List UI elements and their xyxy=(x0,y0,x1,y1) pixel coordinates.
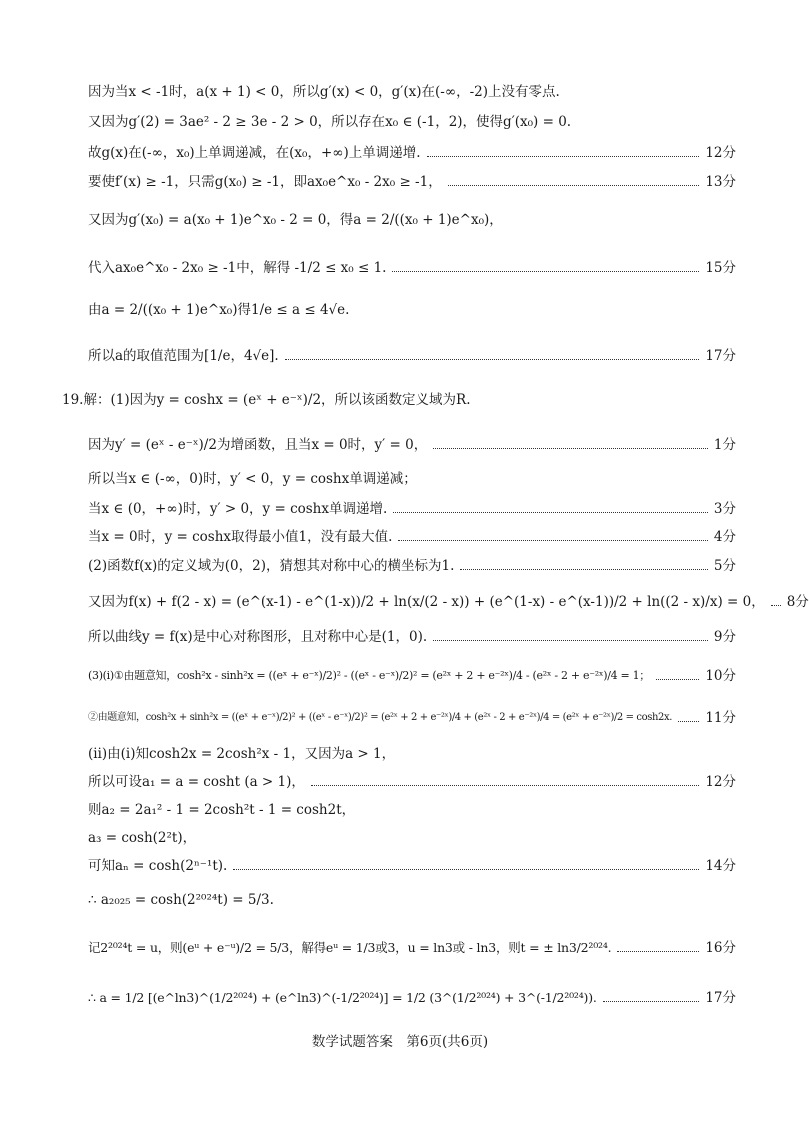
answer-line-6 xyxy=(88,300,736,320)
dot-leader xyxy=(771,605,781,606)
dot-leader xyxy=(448,185,700,186)
dot-leader xyxy=(398,540,707,541)
line-text: 要使f′(x) ≥ -1，只需g(x₀) ≥ -1，即ax₀e^x₀ - 2x₀ ≥ -1， xyxy=(88,174,442,190)
line-text: 又因为g′(2) = 3ae² - 2 ≥ 3e - 2 > 0，所以存在x₀ ∈ (-1，2)，使得g′(x₀) = 0. xyxy=(88,114,572,130)
score-label: 10分 xyxy=(705,668,736,684)
score-label: 9分 xyxy=(713,629,736,645)
line-text: 当x = 0时，y = coshx取得最小值1，没有最大值. xyxy=(88,529,393,545)
dot-leader xyxy=(617,951,699,952)
dot-leader xyxy=(233,869,699,870)
line-text: 因为y′ = (eˣ - e⁻ˣ)/2为增函数，且当x = 0时，y′ = 0， xyxy=(88,437,428,453)
score-label: 5分 xyxy=(713,558,736,574)
answer-line-12 xyxy=(88,527,736,547)
score-label: 11分 xyxy=(705,710,736,726)
score-label: 8分 xyxy=(786,594,809,610)
line-text: 则a₂ = 2a₁² - 1 = 2cosh²t - 1 = cosh2t， xyxy=(88,802,356,818)
line-text: ②由题意知，cosh²x + sinh²x = ((eˣ + e⁻ˣ)/2)² + ((eˣ - e⁻ˣ)/2)² = (e²ˣ + 2 + e⁻²ˣ)/4 + (e²ˣ - 2 + e⁻²ˣ)/4 = (e²ˣ + e⁻²ˣ)/2 = cosh2x. xyxy=(88,712,673,723)
score-label: 17分 xyxy=(705,990,736,1006)
answer-line-16 xyxy=(88,666,736,686)
dot-leader xyxy=(311,785,699,786)
line-text: (3)(ⅰ)①由题意知，cosh²x - sinh²x = ((eˣ + e⁻ˣ)/2)² - ((eˣ - e⁻ˣ)/2)² = (e²ˣ + 2 + e⁻²ˣ)/4 - (e²ˣ - 2 + e⁻²ˣ)/4 = 1； xyxy=(88,669,651,682)
dot-leader xyxy=(433,640,708,641)
answer-line-22 xyxy=(88,856,736,876)
line-text: (2)函数f(x)的定义域为(0，2)，猜想其对称中心的横坐标为1. xyxy=(88,558,455,574)
score-label: 16分 xyxy=(705,940,736,956)
line-text: 又因为g′(x₀) = a(x₀ + 1)e^x₀ - 2 = 0，得a = 2/((x₀ + 1)e^x₀)， xyxy=(88,212,503,228)
score-label: 1分 xyxy=(713,437,736,453)
line-text: 所以当x ∈ (-∞，0)时，y′ < 0，y = coshx单调递减； xyxy=(88,471,417,487)
answer-line-19 xyxy=(88,772,736,792)
answer-line-8 xyxy=(62,390,736,410)
dot-leader xyxy=(393,512,708,513)
score-label: 17分 xyxy=(705,348,736,364)
answer-line-14 xyxy=(88,592,809,612)
line-text: 记2²⁰²⁴t = u，则(eᵘ + e⁻ᵘ)/2 = 5/3，解得eᵘ = 1/3或3，u = ln3或 - ln3，则t = ± ln3/2²⁰²⁴. xyxy=(88,940,612,955)
score-label: 12分 xyxy=(705,774,736,790)
answer-line-7 xyxy=(88,346,736,366)
answer-line-21 xyxy=(88,828,736,848)
line-text: a₃ = cosh(2²t)， xyxy=(88,830,197,846)
dot-leader xyxy=(460,569,708,570)
dot-leader xyxy=(678,721,699,722)
score-label: 12分 xyxy=(705,145,736,161)
answer-line-24 xyxy=(88,938,736,958)
answer-line-11 xyxy=(88,499,736,519)
answer-line-13 xyxy=(88,556,736,576)
answer-line-0 xyxy=(88,82,736,102)
line-text: 因为当x < -1时，a(x + 1) < 0，所以g′(x) < 0，g′(x)在(-∞，-2)上没有零点. xyxy=(88,84,560,100)
page-footer: 数学试题答案 第6页(共6页) xyxy=(311,1034,489,1050)
dot-leader xyxy=(603,1001,700,1002)
dot-leader xyxy=(392,271,699,272)
line-text: 所以可设a₁ = a = cosht (a > 1)， xyxy=(88,774,305,790)
line-text: 19.解：(1)因为y = coshx = (eˣ + e⁻ˣ)/2，所以该函数定义域为R. xyxy=(62,392,471,408)
answer-line-4 xyxy=(88,210,736,230)
score-label: 14分 xyxy=(705,858,736,874)
answer-line-20 xyxy=(88,800,736,820)
line-text: 所以曲线y = f(x)是中心对称图形，且对称中心是(1，0). xyxy=(88,629,428,645)
dot-leader xyxy=(433,448,708,449)
line-text: ∴ a₂₀₂₅ = cosh(2²⁰²⁴t) = 5/3. xyxy=(88,892,274,908)
answer-line-1 xyxy=(88,112,736,132)
dot-leader xyxy=(656,679,699,680)
answer-line-5 xyxy=(88,258,736,278)
answer-line-10 xyxy=(88,469,736,489)
line-text: 由a = 2/((x₀ + 1)e^x₀)得1/e ≤ a ≤ 4√e. xyxy=(88,302,350,318)
score-label: 3分 xyxy=(713,501,736,517)
line-text: 又因为f(x) + f(2 - x) = (e^(x-1) - e^(1-x))/2 + ln(x/(2 - x)) + (e^(1-x) - e^(x-1))/2 + ln((2 - x)/x) = 0， xyxy=(88,594,765,610)
line-text: 所以a的取值范围为[1/e，4√e]. xyxy=(88,348,279,364)
answer-line-25 xyxy=(88,988,736,1008)
line-text: 当x ∈ (0，+∞)时，y′ > 0，y = coshx单调递增. xyxy=(88,501,388,517)
line-text: ∴ a = 1/2 [(e^ln3)^(1/2²⁰²⁴) + (e^ln3)^(-1/2²⁰²⁴)] = 1/2 (3^(1/2²⁰²⁴) + 3^(-1/2²⁰²⁴)). xyxy=(88,990,597,1005)
line-text: 代入ax₀e^x₀ - 2x₀ ≥ -1中，解得 -1/2 ≤ x₀ ≤ 1. xyxy=(88,260,387,276)
answer-line-23 xyxy=(88,890,736,910)
dot-leader xyxy=(427,156,700,157)
answer-line-18 xyxy=(88,744,736,764)
answer-line-2 xyxy=(88,143,736,163)
answer-line-15 xyxy=(88,627,736,647)
line-text: 可知aₙ = cosh(2ⁿ⁻¹t). xyxy=(88,858,228,874)
dot-leader xyxy=(285,359,700,360)
score-label: 15分 xyxy=(705,260,736,276)
score-label: 4分 xyxy=(713,529,736,545)
answer-line-3 xyxy=(88,172,736,192)
answer-line-9 xyxy=(88,435,736,455)
line-text: (ⅱ)由(ⅰ)知cosh2x = 2cosh²x - 1，又因为a > 1， xyxy=(88,746,396,762)
score-label: 13分 xyxy=(705,174,736,190)
line-text: 故g(x)在(-∞，x₀)上单调递减，在(x₀，+∞)上单调递增. xyxy=(88,145,421,161)
answer-line-17 xyxy=(88,708,736,728)
